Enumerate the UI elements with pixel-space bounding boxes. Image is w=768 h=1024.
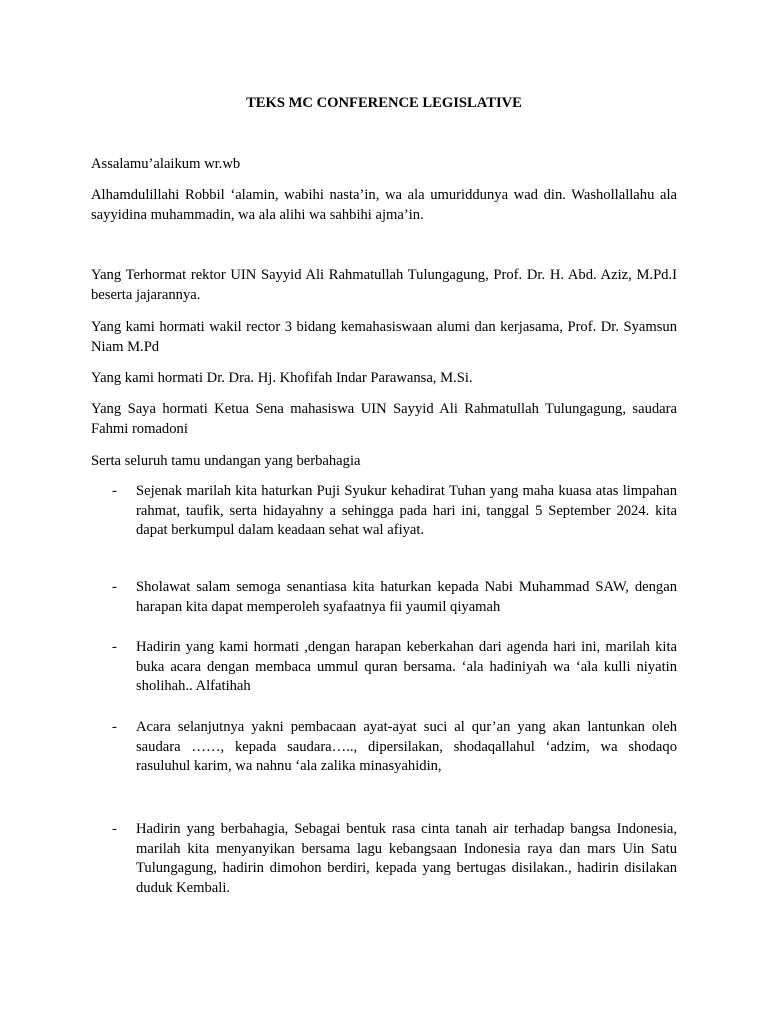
list-item-text: Acara selanjutnya yakni pembacaan ayat-ayat suci al qur’an yang akan lantunkan oleh saudara ……, kepada saudara….., dipersilakan, shodaqallahul ‘adzim, wa shodaqo rasuluhul karim, wa nahnu ‘ala zalika minasyahidin, <box>136 719 677 774</box>
bullet-dash: - <box>112 483 117 499</box>
list-item-text: Sholawat salam semoga senantiasa kita haturkan kepada Nabi Muhammad SAW, dengan harapan kita dapat memperoleh syafaatnya fii yaumil qiyamah <box>136 579 677 615</box>
opening-paragraph: Alhamdulillahi Robbil ‘alamin, wabihi nasta’in, wa ala umuriddunya wad din. Washollallahu ala sayyidina muhammadin, wa ala alihi wa sahbihi ajma’in. <box>91 187 677 223</box>
list-item-text: Hadirin yang berbahagia, Sebagai bentuk rasa cinta tanah air terhadap bangsa Indonesia, marilah kita menyanyikan bersama lagu kebangsaan Indonesia raya dan mars Uin Satu Tulungagung, hadirin dimohon berdiri, kepada yang bertugas disilakan., hadirin disilakan duduk Kembali. <box>136 821 677 896</box>
document-title: TEKS MC CONFERENCE LEGISLATIVE <box>246 95 522 111</box>
bullet-dash: - <box>112 821 117 837</box>
honorific-vice-rector: Yang kami hormati wakil rector 3 bidang kemahasiswaan alumi dan kerjasama, Prof. Dr. Syamsun Niam M.Pd <box>91 319 677 355</box>
honorific-senate-chair: Yang Saya hormati Ketua Sena mahasiswa UIN Sayyid Ali Rahmatullah Tulungagung, saudara Fahmi romadoni <box>91 401 677 437</box>
honorific-rector: Yang Terhormat rektor UIN Sayyid Ali Rahmatullah Tulungagung, Prof. Dr. H. Abd. Aziz, M.Pd.I beserta jajarannya. <box>91 267 677 303</box>
bullet-dash: - <box>112 719 117 735</box>
list-item-text: Sejenak marilah kita haturkan Puji Syukur kehadirat Tuhan yang maha kuasa atas limpahan rahmat, taufik, serta hidayahny a sehingga pada hari ini, tanggal 5 September 2024. kita dapat berkumpul dalam keadaan sehat wal afiyat. <box>136 483 677 538</box>
list-item-text: Hadirin yang kami hormati ,dengan harapan keberkahan dari agenda hari ini, marilah kita buka acara dengan membaca ummul quran bersama. ‘ala hadiniyah wa ‘ala kulli niyatin sholihah.. Alfatihah <box>136 639 677 694</box>
bullet-dash: - <box>112 639 117 655</box>
guests-line: Serta seluruh tamu undangan yang berbahagia <box>91 453 361 469</box>
greeting: Assalamu’alaikum wr.wb <box>91 156 241 172</box>
honorific-governor: Yang kami hormati Dr. Dra. Hj. Khofifah Indar Parawansa, M.Si. <box>91 370 473 386</box>
bullet-dash: - <box>112 579 117 595</box>
